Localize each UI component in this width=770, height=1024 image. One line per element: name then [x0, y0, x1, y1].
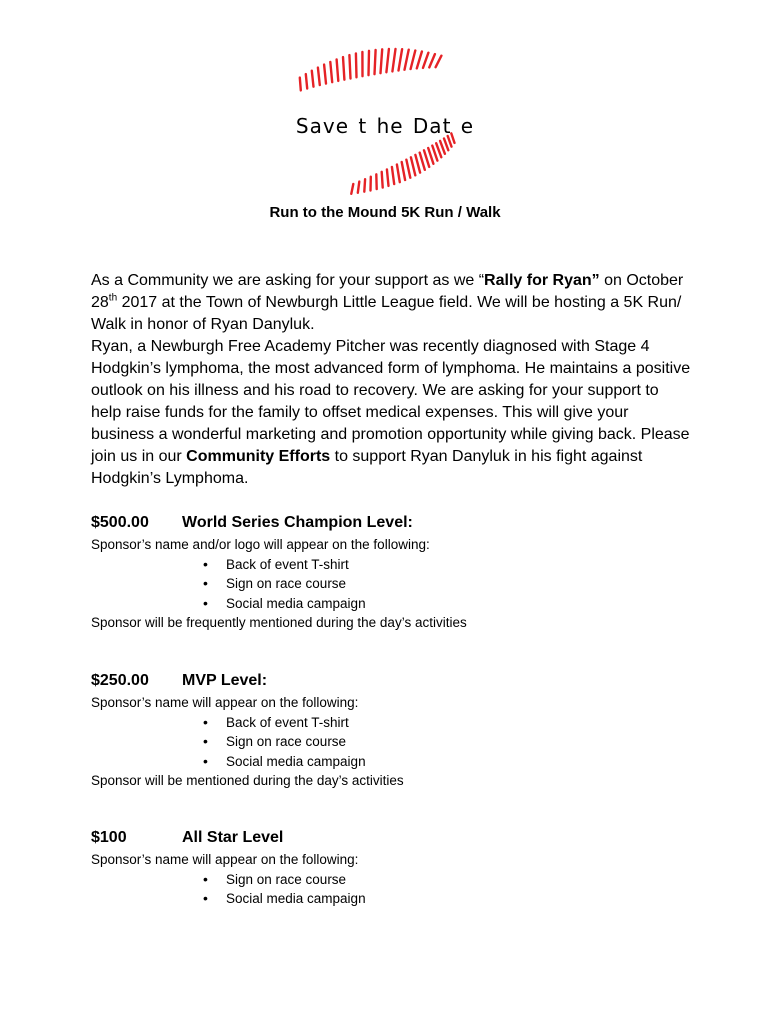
stitch-mark — [356, 53, 357, 77]
level-amount: $100 — [91, 829, 127, 846]
intro-text-part: 2017 at the Town of Newburgh Little League field. We will be hosting a 5K Run/ Walk in honor of Ryan Danyluk. — [91, 294, 682, 333]
stitch-mark — [417, 52, 422, 69]
intro-paragraph-1 — [91, 270, 691, 336]
intro-text-part: to support Ryan Danyluk in his fight against Hodgkin’s Lymphoma. — [91, 448, 643, 487]
list-item: • Sign on race course — [91, 870, 711, 890]
stitch-mark — [351, 184, 353, 194]
stitch-mark — [411, 51, 416, 70]
sponsor-level-all-star — [91, 826, 711, 909]
stitch-mark — [429, 54, 435, 67]
stitch-mark — [381, 49, 383, 73]
stitch-mark — [424, 150, 429, 167]
stitch-mark — [392, 49, 395, 71]
stitch-mark — [399, 49, 403, 70]
stitch-mark — [306, 74, 307, 88]
rally-for-ryan-emphasis: Rally for Ryan” — [484, 272, 600, 289]
stitch-mark — [415, 155, 420, 173]
benefit-list — [91, 870, 711, 909]
level-name: MVP Level: — [182, 672, 268, 689]
sponsor-level-world-series — [91, 511, 711, 633]
stitch-mark — [423, 53, 428, 68]
list-item: • Sign on race course — [91, 732, 711, 752]
stitch-mark — [330, 62, 332, 82]
stitch-mark — [375, 50, 376, 74]
stitch-mark — [343, 57, 344, 80]
level-name: All Star Level — [182, 829, 284, 846]
save-the-date-heading: Save t he Dat e — [295, 114, 475, 138]
stitch-mark — [444, 139, 448, 151]
sponsor-level-mvp — [91, 669, 711, 791]
date-suffix: th — [108, 292, 118, 304]
stitch-mark — [420, 153, 425, 170]
stitch-mark — [428, 148, 433, 164]
stitch-mark — [382, 172, 383, 188]
list-item: • Back of event T-shirt — [91, 713, 711, 733]
stitch-mark — [402, 162, 405, 180]
intro-text-part: on October 28 — [91, 272, 684, 311]
level-heading — [91, 826, 711, 850]
top-stitch-row — [300, 49, 442, 90]
intro-text-part: Ryan, a Newburgh Free Academy Pitcher was recently diagnosed with Stage 4 Hodgkin’s lymphoma, the most advanced form of lymphoma. He maintains a positive outlook on his illness and his road to recovery. We are asking for your support to help raise funds for the family to offset medical expenses. This will give your business a wonderful marketing and promotion opportunity while giving back. Please join us in our — [91, 338, 691, 465]
level-note: Sponsor will be mentioned during the day’s activities — [91, 773, 404, 788]
list-item: • Social media campaign — [91, 752, 711, 772]
stitch-mark — [406, 160, 410, 178]
level-amount: $500.00 — [91, 514, 149, 531]
event-title: Run to the Mound 5K Run / Walk — [269, 204, 501, 221]
list-item: • Sign on race course — [91, 574, 711, 594]
stitch-mark — [397, 165, 400, 183]
stitch-mark — [369, 51, 370, 75]
stitch-mark — [440, 141, 445, 154]
level-intro: Sponsor’s name will appear on the following: — [91, 852, 359, 867]
stitch-mark — [411, 157, 415, 175]
level-note: Sponsor will be frequently mentioned during the day’s activities — [91, 615, 467, 630]
intro-paragraph-2 — [91, 336, 691, 490]
list-item: • Social media campaign — [91, 594, 711, 614]
level-name: World Series Champion Level: — [182, 514, 413, 531]
benefit-list — [91, 555, 711, 614]
stitch-mark — [324, 65, 326, 84]
stitch-mark — [349, 55, 350, 78]
level-amount: $250.00 — [91, 672, 149, 689]
stitch-mark — [364, 179, 365, 192]
intro-text-part: As a Community we are asking for your support as we “ — [91, 272, 485, 289]
bottom-stitch-row — [351, 133, 454, 193]
level-heading — [91, 669, 711, 693]
stitch-mark — [405, 50, 409, 70]
intro-text — [91, 270, 691, 490]
stitch-mark — [300, 78, 301, 91]
stitch-mark — [318, 68, 320, 86]
level-intro: Sponsor’s name will appear on the following: — [91, 695, 359, 710]
list-item: • Social media campaign — [91, 889, 711, 909]
stitch-mark — [392, 167, 394, 184]
stitch-mark — [358, 182, 360, 193]
stitch-mark — [387, 169, 389, 186]
stitch-mark — [312, 71, 314, 87]
level-intro: Sponsor’s name and/or logo will appear on the following: — [91, 537, 430, 552]
level-heading — [91, 511, 711, 535]
stitch-mark — [337, 59, 339, 81]
stitch-mark — [386, 49, 389, 72]
list-item: • Back of event T-shirt — [91, 555, 711, 575]
community-efforts-emphasis: Community Efforts — [186, 448, 331, 465]
stitch-mark — [436, 56, 442, 67]
benefit-list — [91, 713, 711, 772]
